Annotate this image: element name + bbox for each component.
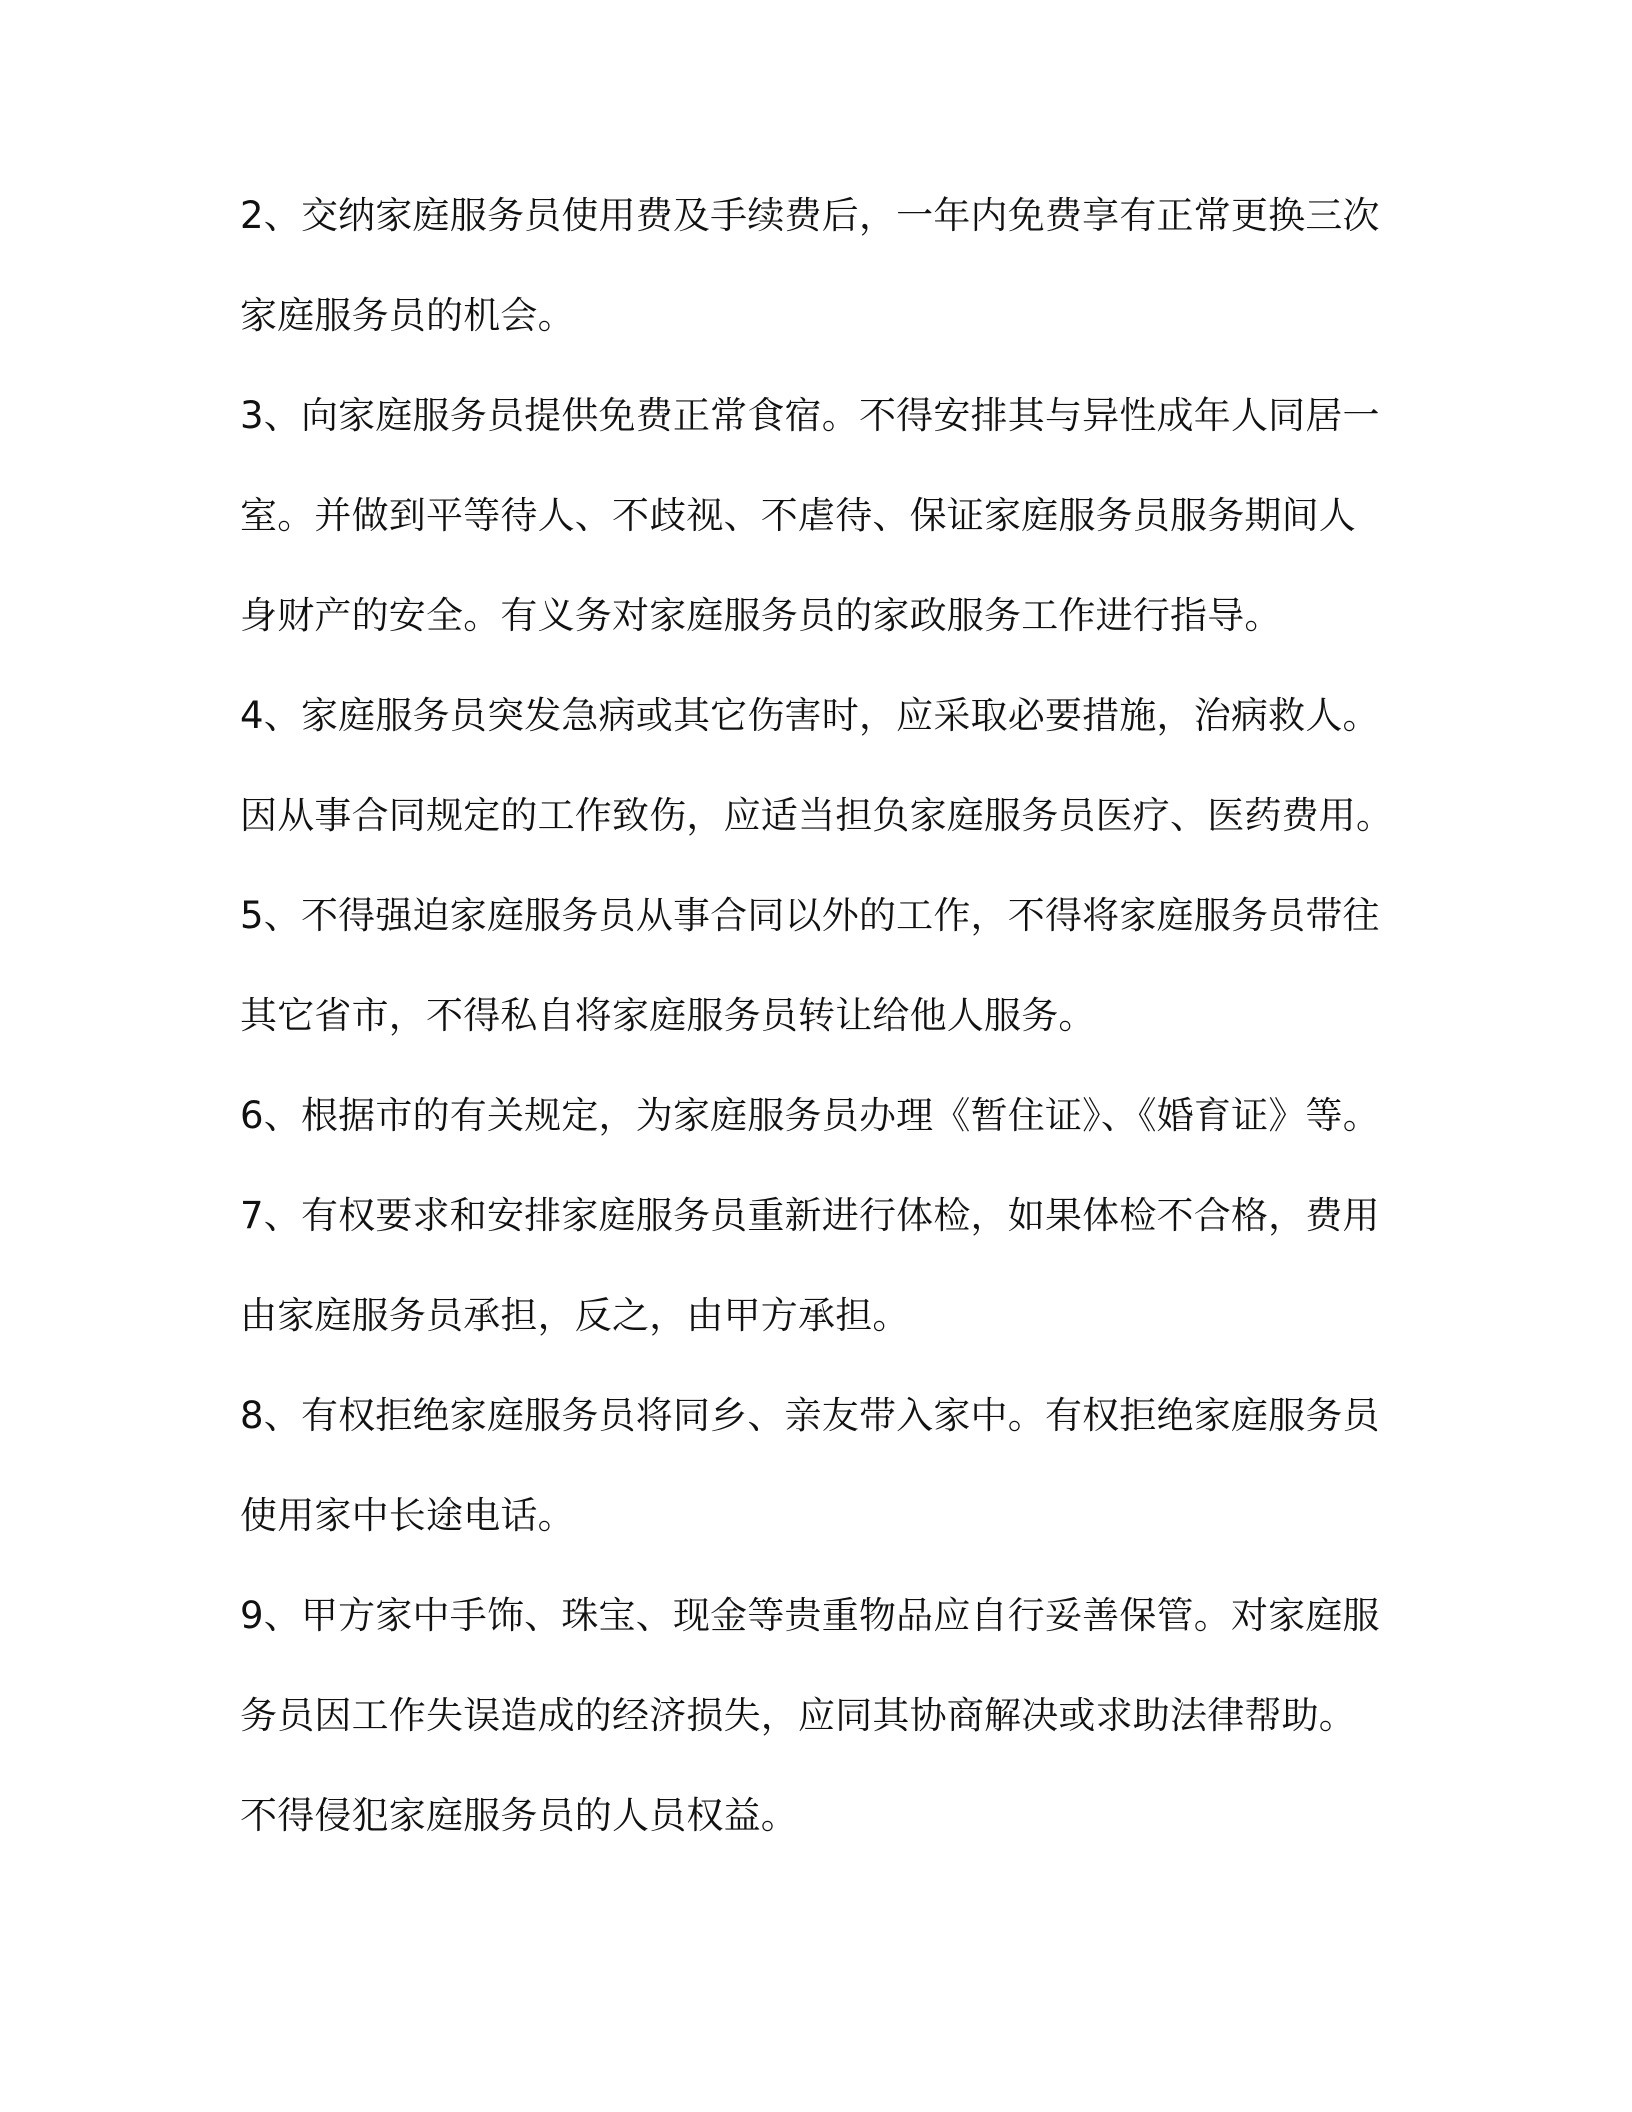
text-line: 身财产的安全。有义务对家庭服务员的家政服务工作进行指导。 [240, 594, 1282, 637]
text-line: 5、不得强迫家庭服务员从事合同以外的工作，不得将家庭服务员带往 [240, 894, 1380, 937]
text-line: 8、有权拒绝家庭服务员将同乡、亲友带入家中。有权拒绝家庭服务员 [240, 1394, 1380, 1437]
text-line: 因从事合同规定的工作致伤，应适当担负家庭服务员医疗、医药费用。 [240, 794, 1394, 837]
text-line: 9、甲方家中手饰、珠宝、现金等贵重物品应自行妥善保管。对家庭服 [240, 1594, 1380, 1637]
text-line: 家庭服务员的机会。 [240, 294, 575, 337]
text-line: 其它省市，不得私自将家庭服务员转让给他人服务。 [240, 994, 1096, 1037]
text-line: 由家庭服务员承担，反之，由甲方承担。 [240, 1294, 910, 1337]
text-line: 4、家庭服务员突发急病或其它伤害时，应采取必要措施，治病救人。 [240, 694, 1380, 737]
text-line: 使用家中长途电话。 [240, 1494, 575, 1537]
text-line: 务员因工作失误造成的经济损失，应同其协商解决或求助法律帮助。 [240, 1694, 1356, 1737]
text-line: 2、交纳家庭服务员使用费及手续费后，一年内免费享有正常更换三次 [240, 194, 1380, 237]
text-line: 3、向家庭服务员提供免费正常食宿。不得安排其与异性成年人同居一 [240, 394, 1380, 437]
text-line: 7、有权要求和安排家庭服务员重新进行体检，如果体检不合格，费用 [240, 1194, 1380, 1237]
text-line: 室。并做到平等待人、不歧视、不虐待、保证家庭服务员服务期间人 [240, 494, 1356, 537]
text-line: 不得侵犯家庭服务员的人员权益。 [240, 1794, 798, 1837]
text-line: 6、根据市的有关规定，为家庭服务员办理《暂住证》、《婚育证》等。 [240, 1094, 1380, 1137]
